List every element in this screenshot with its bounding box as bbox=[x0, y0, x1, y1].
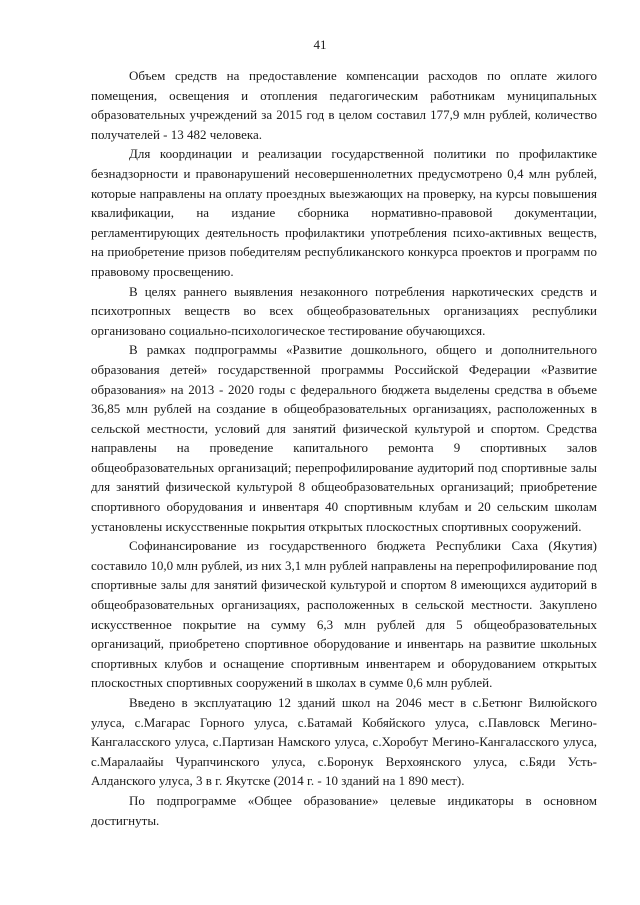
paragraph-drug-testing: В целях раннего выявления незаконного потребления наркотических средств и психотропных веществ во всех общеобразовательных организациях республики организовано социально-психологическое тестирование обучающихся. bbox=[91, 283, 597, 338]
paragraph-federal-subprogram: В рамках подпрограммы «Развитие дошкольного, общего и дополнительного образования детей» государственной программы Российской Федерации «Развитие образования» на 2013 - 2020 годы с федерального бюджета выделены средства в объеме 36,85 млн рублей на создание в общеобразовательных организациях, расположенных в сельской местности, условий для занятий физической культурой и спортом. Средства направлены на проведение капитального ремонта 9 спортивных залов общеобразовательных организаций; перепрофилирование аудиторий под спортивные залы для занятий физической культурой 8 общеобразовательных организаций; приобретение спортивного оборудования и инвентаря 40 спортивным клубам и 20 сельским школам установлены искусственные покрытия открытых плоскостных спортивных сооружений. bbox=[91, 342, 597, 534]
paragraph-cofinancing: Софинансирование из государственного бюджета Республики Саха (Якутия) составило 10,0 млн рублей, из них 3,1 млн рублей направлены на перепрофилирование под спортивные залы для занятий физической культурой и спортом 8 имеющихся аудиторий в общеобразовательных организациях, расположенных в сельской местности. Закуплено искусственное покрытие на сумму 6,3 млн рублей для 5 общеобразовательных организаций, приобретено спортивное оборудование и инвентарь на развитие школьных спортивных клубов и оснащение спортивным инвентарем и оборудованием открытых плоскостных спортивных сооружений в школах в сумме 0,6 млн рублей. bbox=[91, 538, 597, 691]
paragraph-general-education: По подпрограмме «Общее образование» целевые индикаторы в основном достигнуты. bbox=[91, 792, 597, 828]
document-body bbox=[91, 66, 597, 830]
page-number: 41 bbox=[313, 37, 327, 52]
paragraph-delinquency-prevention: Для координации и реализации государственной политики по профилактике безнадзорности и правонарушений несовершеннолетних предусмотрено 0,4 млн рублей, которые направлены на оплату проездных выезжающих на проверку, на курсы повышения квалификации, на издание сборника нормативно-правовой документации, регламентирующих деятельность профилактики употребления психо-активных веществ, на приобретение призов победителям республиканского конкурса проектов и программ по правовому просвещению. bbox=[91, 146, 597, 279]
paragraph-new-schools: Введено в эксплуатацию 12 зданий школ на 2046 мест в с.Бетюнг Вилюйского улуса, с.Магарас Горного улуса, с.Батамай Кобяйского улуса, с.Павловск Мегино-Кангаласского улуса, с.Партизан Намского улуса, с.Хоробут Мегино-Кангаласского улуса, с.Маралаайы Чурапчинского улуса, с.Боронук Верхоянского улуса, с.Бяди Усть-Алданского улуса, 3 в г. Якутске (2014 г. - 10 зданий на 1 890 мест). bbox=[91, 695, 597, 789]
paragraph-housing-compensation: Объем средств на предоставление компенсации расходов по оплате жилого помещения, освещения и отопления педагогическим работникам муниципальных образовательных учреждений за 2015 год в целом составил 177,9 млн рублей, количество получателей - 13 482 человека. bbox=[91, 68, 597, 142]
